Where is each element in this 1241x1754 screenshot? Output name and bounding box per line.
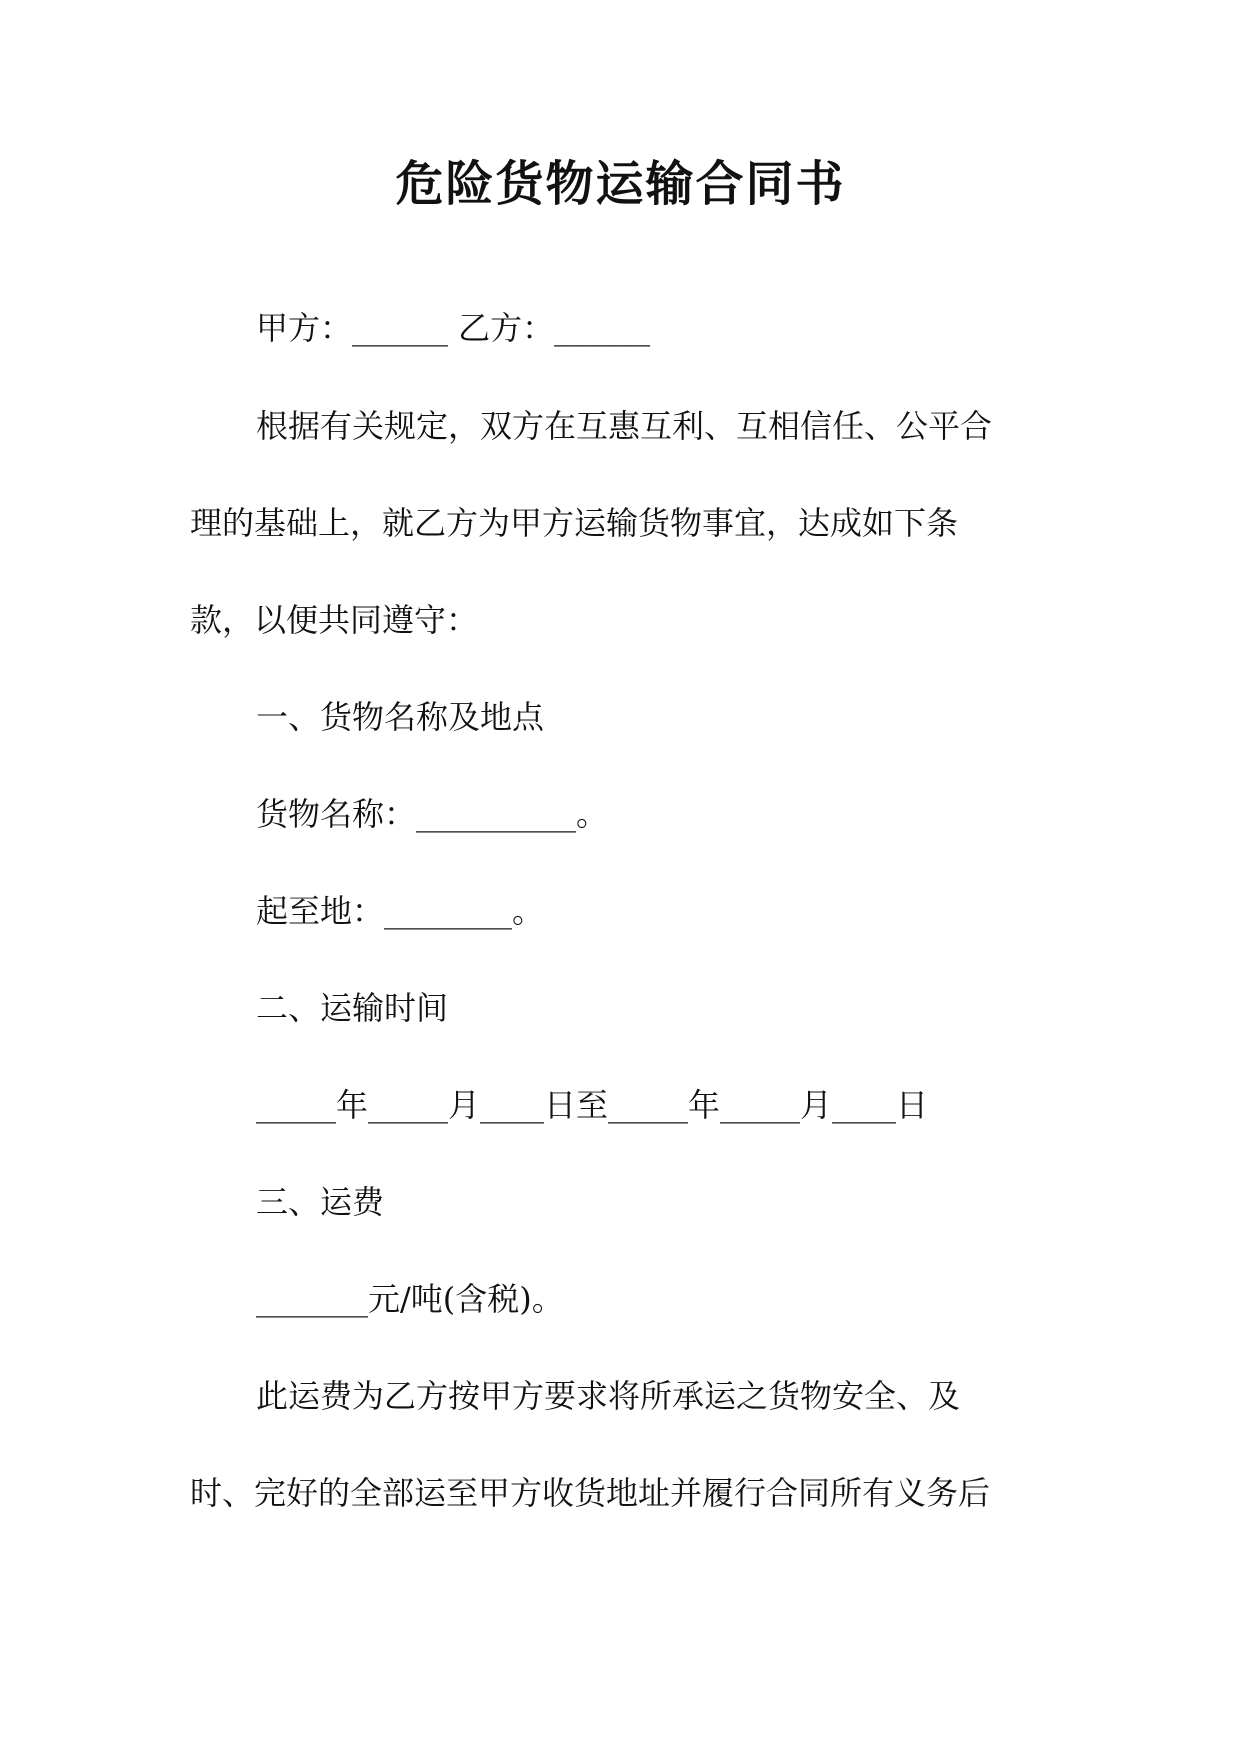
- freight-rate-line: _______元/吨(含税)。: [256, 1280, 564, 1318]
- section-heading-goods: 一、货物名称及地点: [256, 698, 545, 736]
- freight-clause-line-2: 时、完好的全部运至甲方收货地址并履行合同所有义务后: [190, 1474, 991, 1512]
- goods-name-line: 货物名称：__________。: [256, 795, 609, 833]
- transport-date-range-line: _____年_____月____日至_____年_____月____日: [256, 1086, 929, 1124]
- section-heading-transport-time: 二、运输时间: [256, 989, 449, 1027]
- origin-destination-line: 起至地：________。: [256, 892, 545, 930]
- preamble-line-1: 根据有关规定，双方在互惠互利、互相信任、公平合: [256, 407, 993, 445]
- freight-clause-line-1: 此运费为乙方按甲方要求将所承运之货物安全、及: [256, 1377, 961, 1415]
- section-heading-freight: 三、运费: [256, 1183, 385, 1221]
- preamble-line-2: 理的基础上，就乙方为甲方运输货物事宜，达成如下条: [190, 504, 959, 542]
- preamble-line-3: 款，以便共同遵守：: [190, 601, 479, 639]
- parties-line: 甲方：______ 乙方：______: [256, 309, 651, 347]
- document-title: 危险货物运输合同书: [395, 156, 846, 212]
